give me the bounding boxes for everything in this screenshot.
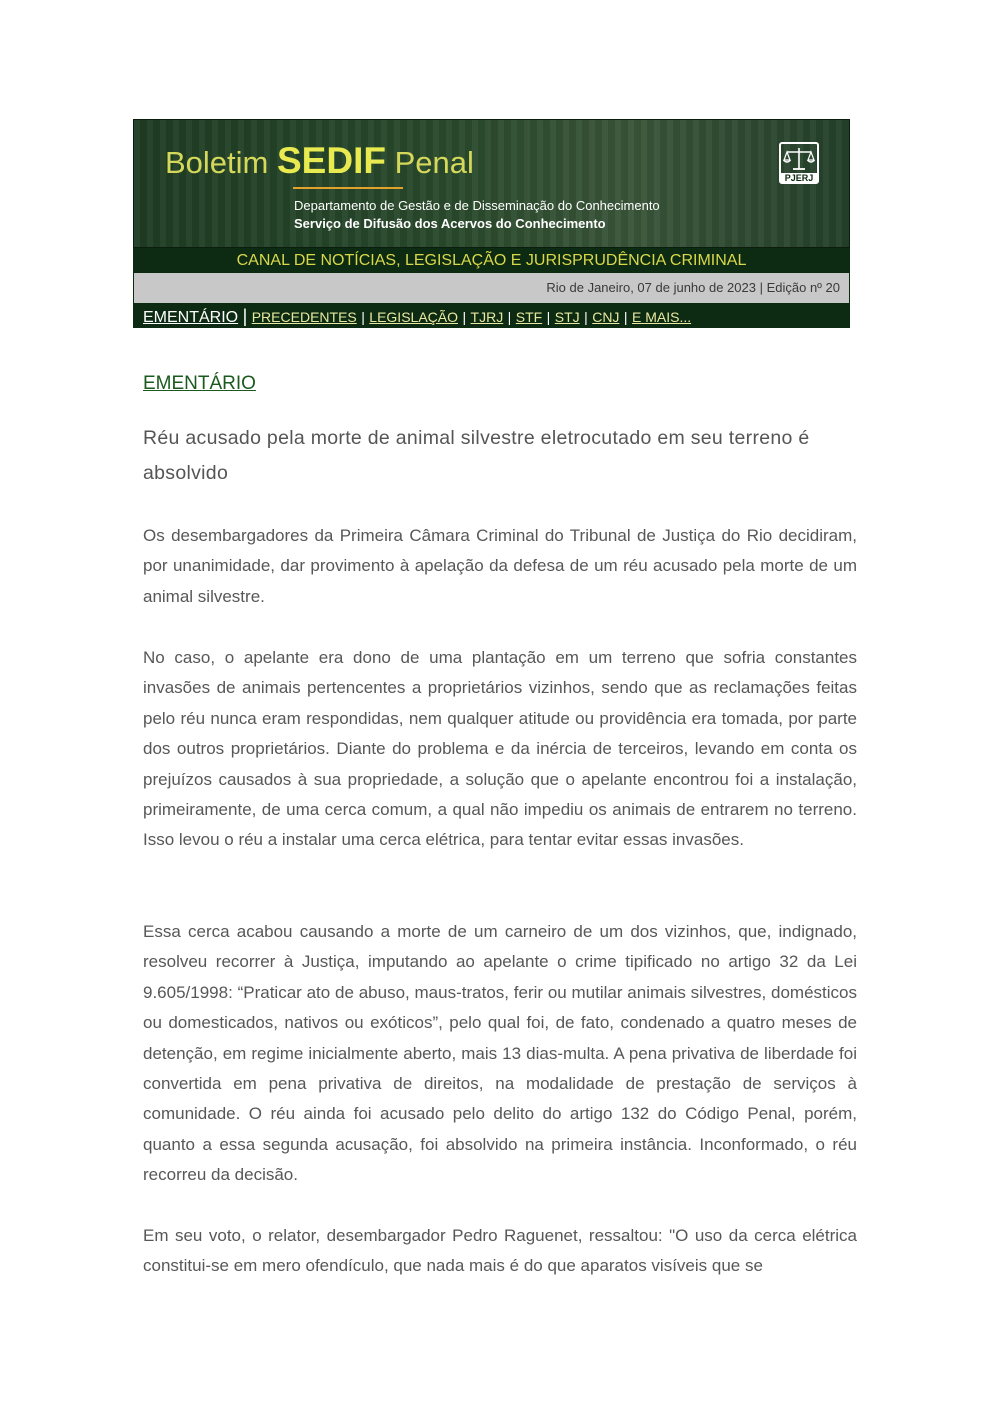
- section-nav: [133, 304, 850, 328]
- brand-title: [165, 140, 474, 182]
- nav-link-cnj[interactable]: CNJ: [592, 309, 620, 325]
- nav-separator: |: [361, 309, 365, 325]
- channel-tagline: CANAL DE NOTÍCIAS, LEGISLAÇÃO E JURISPRUDÊNCIA CRIMINAL: [236, 252, 747, 269]
- nav-separator: |: [507, 309, 512, 325]
- nav-link-precedentes[interactable]: PRECEDENTES: [251, 309, 357, 325]
- brand-divider: [293, 187, 403, 189]
- nav-link-ementario[interactable]: EMENTÁRIO: [143, 309, 239, 326]
- article-paragraph: Essa cerca acabou causando a morte de um carneiro de um dos vizinhos, que, indignado, resolveu recorrer à Justiça, imputando ao apelante o crime tipificado no artigo 32 da Lei 9.605/1998: “Praticar ato de abuso, maus-tratos, ferir ou mutilar animais silvestres, domésticos ou domesticados, nativos ou exóticos”, pelo qual foi, de fato, condenado a quatro meses de detenção, em regime inicialmente aberto, mais 13 dias-multa. A pena privativa de liberdade foi convertida em pena privativa de direitos, na modalidade de prestação de serviços à comunidade. O réu ainda foi acusado pelo delito do artigo 132 do Código Penal, porém, quanto a essa segunda acusação, foi absolvido na primeira instância. Inconformado, o réu recorreu da decisão.: [143, 922, 857, 1185]
- newsletter-banner: [133, 119, 850, 328]
- nav-separator: |: [462, 309, 467, 325]
- article-paragraph: No caso, o apelante era dono de uma plantação em um terreno que sofria constantes invasões de animais pertencentes a proprietários vizinhos, sendo que as reclamações feitas pelo réu nunca eram respondidas, nem qualquer atitude ou providência era tomada, por parte dos outros proprietários. Diante do problema e da inércia de terceiros, levando em conta os prejuízos causados à sua propriedade, a solução que o apelante encontrou foi a instalação, primeiramente, de uma cerca comum, a qual não impediu os animais de entrarem no terreno. Isso levou o réu a instalar uma cerca elétrica, para tentar evitar essas invasões.: [143, 648, 857, 850]
- article-title: Réu acusado pela morte de animal silvestre eletrocutado em seu terreno é absolvido: [143, 427, 810, 484]
- nav-link-stf[interactable]: STF: [515, 309, 543, 325]
- logo-label: PJERJ: [781, 173, 817, 183]
- brand-strong: SEDIF: [277, 140, 386, 181]
- article-paragraph: Em seu voto, o relator, desembargador Pedro Raguenet, ressaltou: "O uso da cerca elétrica constitui-se em mero ofendículo, que nada mais é do que aparatos visíveis que se: [143, 1226, 857, 1276]
- banner-header: [133, 119, 850, 248]
- section-heading-link[interactable]: EMENTÁRIO: [143, 373, 256, 394]
- nav-separator: |: [623, 309, 628, 325]
- brand-suffix: Penal: [394, 145, 474, 180]
- nav-separator: |: [546, 309, 551, 325]
- nav-link-e-mais[interactable]: E MAIS...: [631, 309, 692, 325]
- service-name: Serviço de Difusão dos Acervos do Conhecimento: [294, 216, 606, 231]
- nav-separator: |: [242, 306, 248, 326]
- article-paragraph: Os desembargadores da Primeira Câmara Criminal do Tribunal de Justiça do Rio decidiram, por unanimidade, dar provimento à apelação da defesa de um réu acusado pela morte de um animal silvestre.: [143, 526, 857, 606]
- nav-link-legislacao[interactable]: LEGISLAÇÃO: [369, 309, 458, 325]
- nav-link-tjrj[interactable]: TJRJ: [470, 309, 504, 325]
- pjerj-logo: [779, 142, 819, 184]
- brand-prefix: Boletim: [165, 145, 269, 180]
- edition-dateline: Rio de Janeiro, 07 de junho de 2023 | Edição nº 20: [134, 273, 849, 303]
- nav-separator: |: [584, 309, 588, 325]
- scales-of-justice-icon: [781, 145, 817, 173]
- nav-link-stj[interactable]: STJ: [554, 309, 580, 325]
- department-name: Departamento de Gestão e de Disseminação do Conhecimento: [294, 198, 660, 213]
